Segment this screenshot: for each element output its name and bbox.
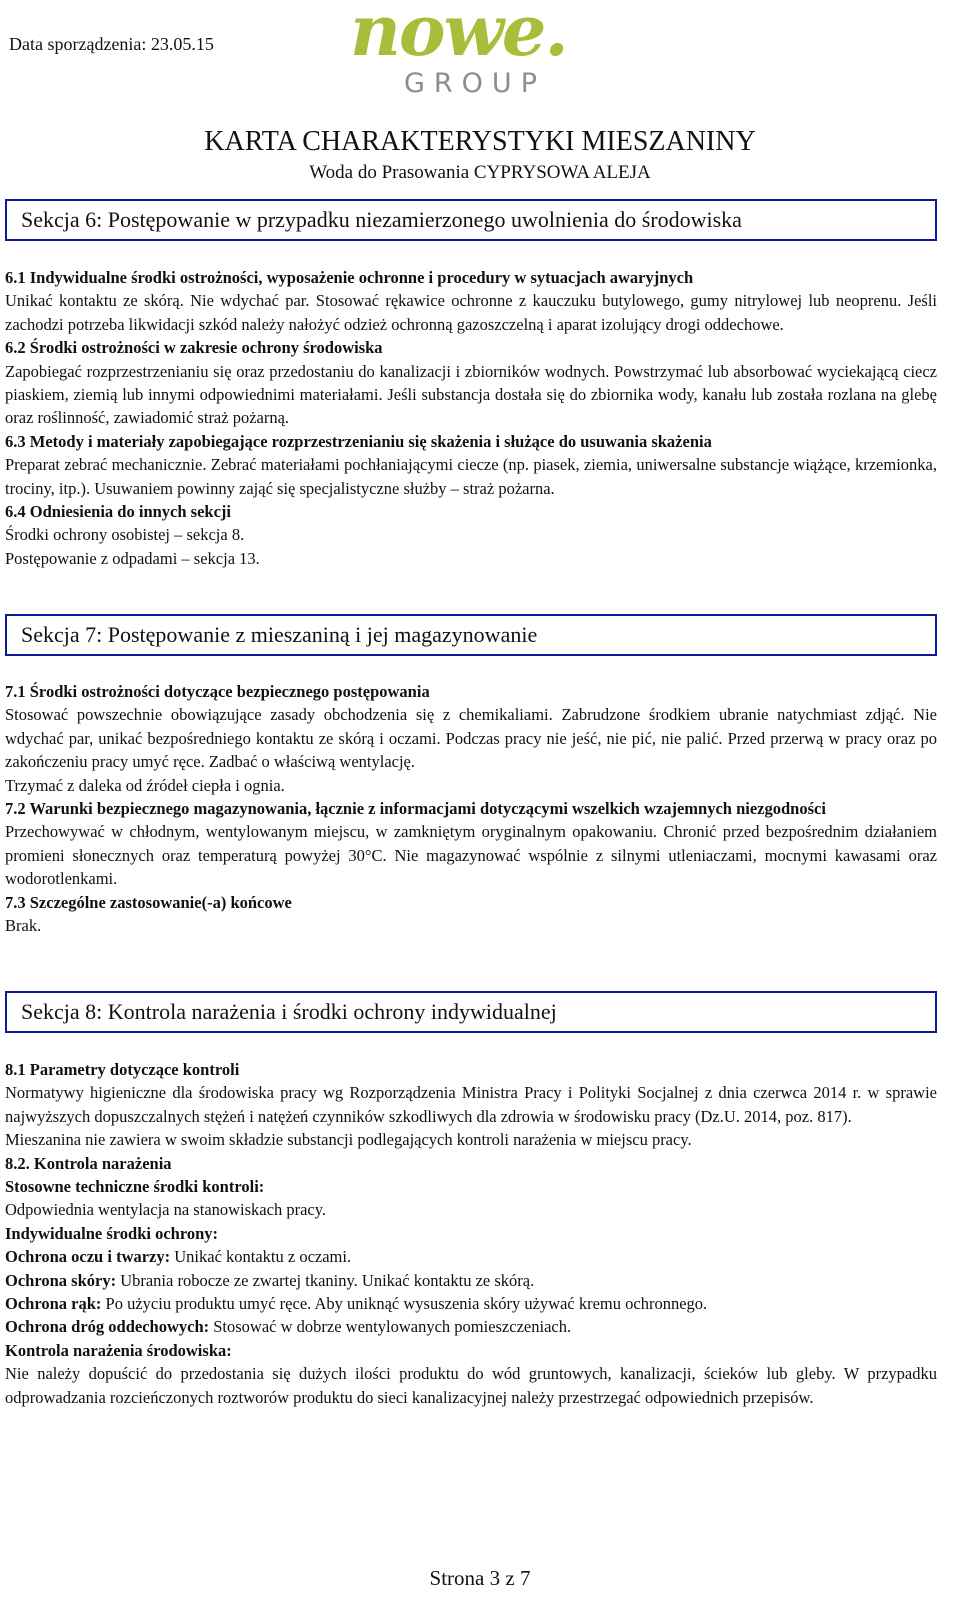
- value: Stosować w dobrze wentylowanych pomieszczeniach.: [209, 1317, 572, 1337]
- subsection-heading: Indywidualne środki ochrony:: [5, 1223, 219, 1243]
- page-number: Strona 3 z 7: [429, 1566, 531, 1590]
- paragraph: Nie należy dopuścić do przedostania się dużych ilości produktu do wód gruntowych, kanalizacji, ścieków lub gleby. W przypadku odprowadzania rozcieńczonych roztworów produktu do sieci kanalizacyjnej należy przestrzegać odpowiednich przepisów.: [5, 1364, 937, 1407]
- paragraph: Normatywy higieniczne dla środowiska pracy wg Rozporządzenia Ministra Pracy i Polityki Socjalnej z dnia czerwca 2014 r. w sprawie najwyższych dopuszczalnych stężeń i natężeń czynników szkodliwych dla zdrowia w środowisku pracy (Dz.U. 2014, poz. 817).: [5, 1083, 937, 1126]
- respiratory-protection: [5, 1315, 937, 1338]
- subsection-heading: 7.3 Szczególne zastosowanie(-a) końcowe: [5, 892, 292, 912]
- logo-wordmark: nowe.: [350, 0, 567, 72]
- logo-group-text: GROUP: [404, 68, 546, 99]
- value: Po użyciu produktu umyć ręce. Aby uniknąć wysuszenia skóry używać kremu ochronnego.: [101, 1294, 708, 1314]
- subsection-heading: Stosowne techniczne środki kontroli:: [5, 1177, 265, 1197]
- subsection-heading: 7.1 Środki ostrożności dotyczące bezpiecznego postępowania: [5, 682, 430, 701]
- subsection-heading: 6.4 Odniesienia do innych sekcji: [5, 502, 231, 522]
- paragraph: Stosować powszechnie obowiązujące zasady obchodzenia się z chemikaliami. Zabrudzone środkiem ubranie natychmiast zdjąć. Nie wdychać par, unikać bezpośredniego kontaktu ze skórą i oczami. Podczas pracy nie jeść, nie pić, nie palić. Przed przerwą w pracy oraz po zakończeniu pracy umyć ręce. Zadbać o właściwą wentylację.: [5, 705, 937, 772]
- label: Ochrona skóry:: [5, 1270, 117, 1290]
- skin-protection: [5, 1269, 937, 1292]
- paragraph: Brak.: [5, 916, 42, 936]
- subsection-heading: 7.2 Warunki bezpiecznego magazynowania, łącznie z informacjami dotyczącymi wszelkich wzajemnych niezgodności: [5, 799, 826, 819]
- section-7-body: [5, 680, 937, 937]
- label: Ochrona rąk:: [5, 1294, 102, 1314]
- value: Ubrania robocze ze zwartej tkaniny. Unikać kontaktu ze skórą.: [116, 1270, 535, 1290]
- value: Unikać kontaktu z oczami.: [170, 1247, 352, 1267]
- section-6-body: [5, 266, 937, 570]
- subsection-heading: Kontrola narażenia środowiska:: [5, 1340, 232, 1360]
- subsection-heading: 8.2. Kontrola narażenia: [5, 1153, 172, 1173]
- paragraph: Preparat zebrać mechanicznie. Zebrać materiałami pochłaniającymi ciecze (np. piasek, ziemia, uniwersalne substancje wiążące, krzemionka, trociny, itp.). Usuwaniem powinny zająć się specjalistyczne służby – straż pożarna.: [5, 455, 937, 498]
- document-title: KARTA CHARAKTERYSTYKI MIESZANINY: [204, 126, 756, 157]
- label: Ochrona dróg oddechowych:: [5, 1317, 210, 1337]
- creation-date: Data sporządzenia: 23.05.15: [9, 34, 214, 54]
- paragraph: Unikać kontaktu ze skórą. Nie wdychać par. Stosować rękawice ochronne z kauczuku butylowego, gumy nitrylowej lub neoprenu. Jeśli zachodzi potrzeba likwidacji szkód należy nałożyć odzież ochronną gazoszczelną i aparat izolujący drogi oddechowe.: [5, 291, 937, 334]
- paragraph: Przechowywać w chłodnym, wentylowanym miejscu, w zamkniętym oryginalnym opakowaniu. Chronić przed bezpośrednim działaniem promieni słonecznych oraz temperaturą powyżej 30°C. Nie magazynować wspólnie z silnymi utleniaczami, mocnymi kawasami oraz wodorotlenkami.: [5, 822, 937, 889]
- subsection-heading: 6.2 Środki ostrożności w zakresie ochrony środowiska: [5, 338, 383, 358]
- company-logo: [340, 2, 600, 100]
- section-8-header: Sekcja 8: Kontrola narażenia i środki ochrony indywidualnej: [5, 991, 937, 1033]
- paragraph: Środki ochrony osobistej – sekcja 8.: [5, 525, 245, 545]
- paragraph: Postępowanie z odpadami – sekcja 13.: [5, 548, 260, 568]
- label: Ochrona oczu i twarzy:: [5, 1247, 171, 1267]
- section-7-header: Sekcja 7: Postępowanie z mieszaniną i jej magazynowanie: [5, 614, 937, 656]
- eye-protection: [5, 1245, 937, 1268]
- paragraph: Zapobiegać rozprzestrzenianiu się oraz przedostaniu do kanalizacji i zbiorników wodnych. Powstrzymać lub absorbować wyciekającą ciecz piaskiem, ziemią lub innymi odpowiednimi materiałami. Jeśli substancja dostała się do zbiornika wody, kanału lub została rozlana na glebę oraz roślinność, zawiadomić straż pożarną.: [5, 361, 937, 428]
- paragraph: Mieszanina nie zawiera w swoim składzie substancji podlegających kontroli narażenia w miejscu pracy.: [5, 1130, 692, 1150]
- product-name: Woda do Prasowania CYPRYSOWA ALEJA: [309, 162, 651, 183]
- section-8-body: [5, 1058, 937, 1409]
- section-6-header: Sekcja 6: Postępowanie w przypadku niezamierzonego uwolnienia do środowiska: [5, 199, 937, 241]
- subsection-heading: 6.1 Indywidualne środki ostrożności, wyposażenie ochronne i procedury w sytuacjach awaryjnych: [5, 268, 694, 287]
- hand-protection: [5, 1292, 937, 1315]
- subsection-heading: 6.3 Metody i materiały zapobiegające rozprzestrzenianiu się skażenia i służące do usuwania skażenia: [5, 431, 712, 451]
- paragraph: Odpowiednia wentylacja na stanowiskach pracy.: [5, 1200, 327, 1220]
- subsection-heading: 8.1 Parametry dotyczące kontroli: [5, 1060, 240, 1079]
- paragraph: Trzymać z daleka od źródeł ciepła i ognia.: [5, 775, 285, 795]
